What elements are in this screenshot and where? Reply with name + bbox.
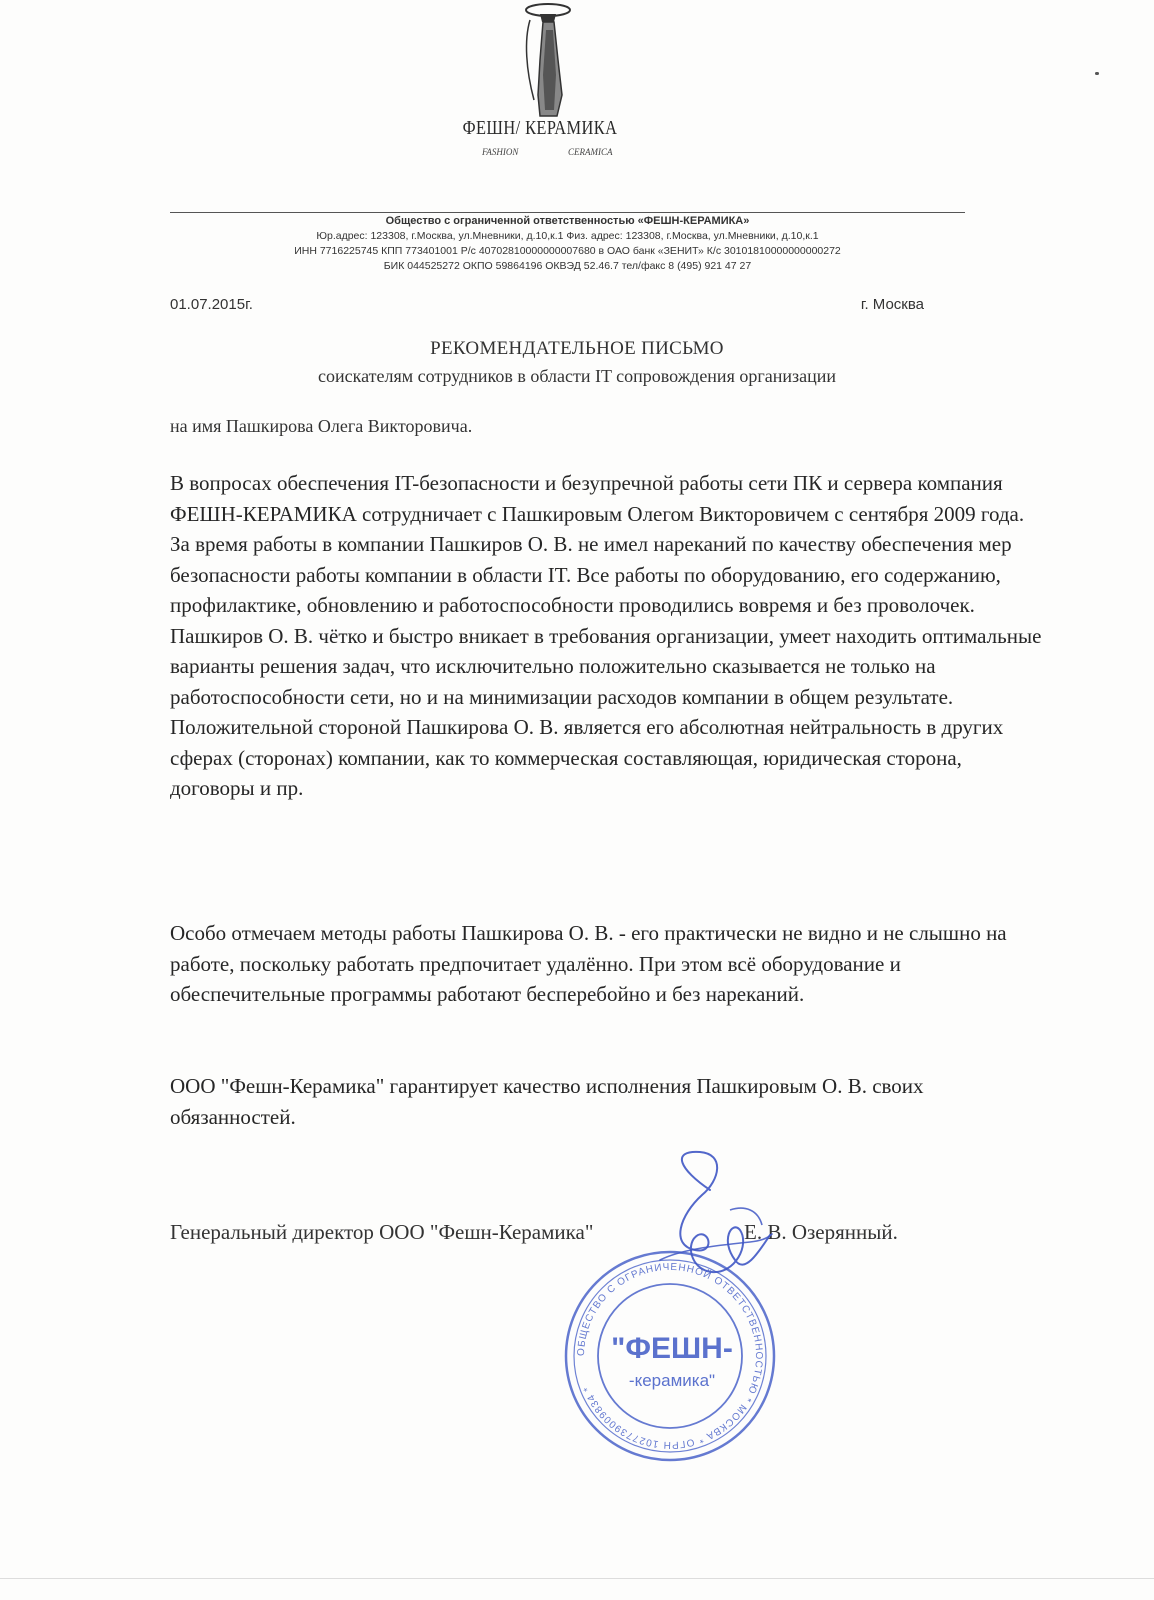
logo-subtitle	[440, 147, 640, 161]
header-divider	[170, 212, 965, 213]
header-codes-phone: БИК 044525272 ОКПО 59864196 ОКВЭД 52.46.7 тел/факс 8 (495) 921 47 27	[383, 260, 752, 272]
letter-addressee: на имя Пашкирова Олега Викторовича.	[170, 416, 473, 436]
header-address: Юр.адрес: 123308, г.Москва, ул.Мневники, д.10,к.1 Физ. адрес: 123308, г.Москва, ул.Мневники, д.10,к.1	[316, 230, 819, 242]
header-bank-details: ИНН 7716225745 КПП 773401001 Р/с 40702810000000007680 в ОАО банк «ЗЕНИТ» К/с 30101810000000000272	[294, 245, 841, 257]
logo-figure-icon	[510, 0, 580, 118]
letter-city: г. Москва	[860, 296, 924, 313]
guarantee-note	[170, 1071, 1050, 1132]
body-paragraph: Пашкиров О. В. чётко и быстро вникает в требования организации, умеет находить оптимальные варианты решения задач, что исключительно положительно сказывается не только на работоспособности сети, но и на минимизации расходов компании в общем результате.	[170, 623, 1042, 709]
body-paragraph: В вопросах обеспечения IT-безопасности и безупречной работы сети ПК и сервера компания ФЕШН-КЕРАМИКА сотрудничает с Пашкировым Олегом Викторовичем с сентября 2009 года.	[170, 471, 1025, 526]
logo-wordmark: ФЕШН/ КЕРАМИКА	[462, 117, 618, 139]
letter-title: РЕКОМЕНДАТЕЛЬНОЕ ПИСЬМО	[430, 338, 724, 359]
signatory-name: Е. В. Озерянный.	[744, 1220, 898, 1244]
guarantee-paragraph: ООО "Фешн-Керамика" гарантирует качество исполнения Пашкировым О. В. своих обязанностей.	[170, 1074, 924, 1129]
special-paragraph: Особо отмечаем методы работы Пашкирова О. В. - его практически не видно и не слышно на работе, поскольку работать предпочитает удалённо. При этом всё оборудование и обеспечительные программы работают бесперебойно и без нареканий.	[170, 921, 1007, 1006]
header-org-name: Общество с ограниченной ответственностью «ФЕШН-КЕРАМИКА»	[385, 215, 750, 227]
stamp-center-top: "ФЕШН-	[611, 1332, 733, 1365]
body-paragraph: Положительной стороной Пашкирова О. В. является его абсолютная нейтральность в других сферах (сторонах) компании, как то коммерческая составляющая, юридическая сторона, договоры и пр.	[170, 715, 1004, 800]
letter-subtitle: соискателям сотрудников в области IT сопровождения организации	[318, 366, 836, 386]
body-paragraph: За время работы в компании Пашкиров О. В. не имел нареканий по качеству обеспечения мер безопасности работы компании в области IT. Все работы по оборудованию, его содержанию, профилактике, обновлению и работоспособности проводились вовремя и без проволочек.	[170, 532, 1012, 617]
bottom-scan-edge	[0, 1578, 1154, 1579]
letter-body	[170, 468, 1050, 804]
letter-date: 01.07.2015г.	[170, 296, 253, 313]
stamp-ring-text: ОБЩЕСТВО С ОГРАНИЧЕННОЙ ОТВЕТСТВЕННОСТЬЮ * МОСКВА * ОГРН 1027739009834 *	[575, 1261, 765, 1451]
logo-sub-ceramica: CERAMICA	[568, 147, 613, 157]
signatory-role: Генеральный директор ООО "Фешн-Керамика"	[170, 1220, 594, 1244]
stamp-center-bottom: -керамика"	[628, 1371, 716, 1390]
special-note	[170, 918, 1050, 1010]
logo-sub-fashion: FASHION	[482, 147, 519, 157]
scan-speck	[1095, 72, 1099, 75]
handwritten-signature-icon	[640, 1150, 780, 1330]
